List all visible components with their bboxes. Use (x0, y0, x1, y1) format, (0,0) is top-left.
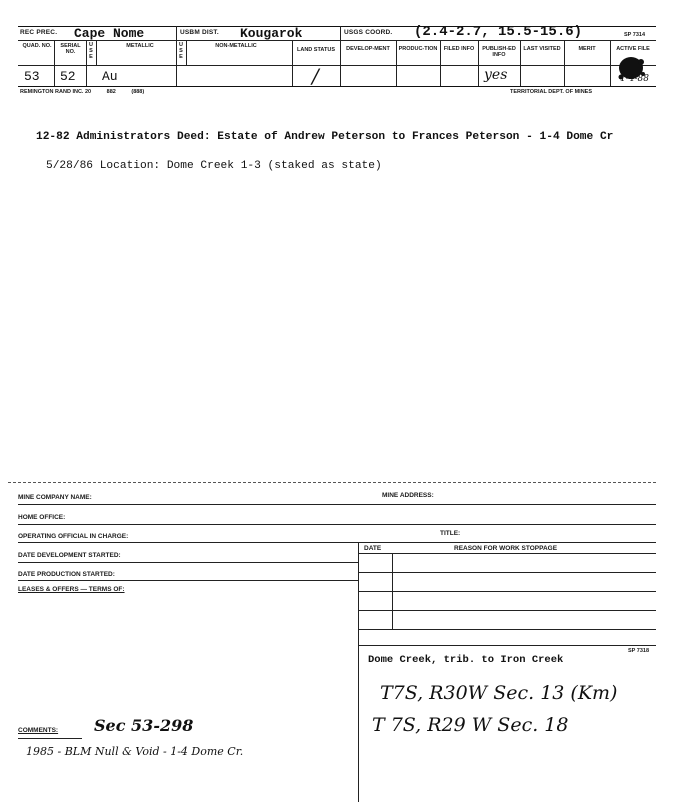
leases-label: LEASES & OFFERS — TERMS OF: (18, 586, 125, 593)
mine-company-name-label: MINE COMPANY NAME: (18, 494, 92, 501)
card-edge (8, 482, 656, 483)
col-nonmetallic: NON-METALLIC (215, 43, 257, 49)
divider (610, 40, 611, 86)
divider (478, 40, 479, 86)
title-label: TITLE: (440, 530, 461, 537)
rule (18, 562, 358, 563)
reason-col-label: REASON FOR WORK STOPPAGE (454, 545, 558, 552)
comments-hand-1: Sec 53-298 (94, 716, 194, 735)
row-serial: 52 (60, 69, 76, 84)
rec-prec-value: Cape Nome (74, 26, 145, 41)
note-line-2: 5/28/86 Location: Dome Creek 1-3 (staked as state) (46, 160, 382, 172)
rule (18, 504, 656, 505)
rec-prec-label: REC PREC. (20, 29, 58, 36)
col-filed-info: FILED INFO (443, 46, 475, 52)
rule (358, 591, 656, 592)
imprint-left: REMINGTON RAND INC. 20 882 (888) (20, 89, 145, 95)
date-dev-started-label: DATE DEVELOPMENT STARTED: (18, 552, 121, 559)
coord-value: (2.4-2.7, 15.5-15.6) (414, 24, 583, 40)
col-merit: MERIT (578, 46, 596, 52)
divider (564, 40, 565, 86)
location-typed: Dome Creek, trib. to Iron Creek (368, 654, 564, 666)
dist-value: Kougarok (240, 26, 303, 41)
divider (186, 40, 187, 65)
date-prod-started-label: DATE PRODUCTION STARTED: (18, 571, 115, 578)
divider (358, 542, 359, 802)
rule (18, 738, 82, 739)
rule (18, 524, 656, 525)
col-last-visited: LAST VISITED (523, 46, 561, 52)
header-bottom-rule (18, 86, 656, 87)
date-col-label: DATE (364, 545, 382, 552)
row-published: yes (484, 67, 508, 83)
imprint-right: TERRITORIAL DEPT. OF MINES (510, 89, 592, 95)
home-office-label: HOME OFFICE: (18, 514, 66, 521)
col-serial: SERIAL NO. (60, 43, 81, 55)
rule (18, 542, 656, 543)
divider (396, 40, 397, 86)
col-quad: QUAD. NO. (22, 43, 52, 49)
divider (96, 40, 97, 65)
comments-label: COMMENTS: (18, 727, 59, 734)
rule (358, 610, 656, 611)
row-metallic: Au (102, 69, 118, 84)
col-production: PRODUC-TION (398, 46, 438, 52)
comments-hand-2: 1985 - BLM Null & Void - 1-4 Dome Cr. (26, 745, 244, 758)
form-code-2: SP 7318 (628, 648, 650, 654)
col-development: DEVELOP-MENT (346, 46, 390, 52)
rule (358, 553, 656, 554)
mine-address-label: MINE ADDRESS: (382, 492, 434, 499)
hand-line-1: T7S, R30W Sec. 13 (Km) (380, 682, 618, 704)
col-use-metallic: U S E (89, 42, 93, 60)
dist-label: USBM DIST. (180, 29, 219, 36)
divider (520, 40, 521, 86)
divider (340, 26, 341, 86)
divider (440, 40, 441, 86)
rule (358, 629, 656, 630)
col-active-file: ACTIVE FILE (616, 46, 650, 52)
operating-official-label: OPERATING OFFICIAL IN CHARGE: (18, 533, 129, 540)
col-land-status: LAND STATUS (297, 47, 335, 53)
form-code: SP 7314 (624, 32, 646, 38)
header-row-rule (18, 65, 656, 66)
row-active-file: 1-4-88 (620, 74, 649, 84)
row-land-status: / (312, 64, 319, 88)
hand-line-2: T 7S, R29 W Sec. 18 (372, 714, 569, 736)
rule (18, 580, 358, 581)
rule (358, 572, 656, 573)
rule (358, 645, 656, 646)
coord-label: USGS COORD. (344, 29, 393, 36)
col-metallic: METALLIC (126, 43, 154, 49)
col-use-nonmetallic: U S E (179, 42, 183, 60)
note-line-1: 12-82 Administrators Deed: Estate of Andrew Peterson to Frances Peterson - 1-4 Dome Cr (36, 131, 614, 143)
row-quad: 53 (24, 69, 40, 84)
col-published-info: PUBLISH-ED INFO (482, 46, 516, 58)
